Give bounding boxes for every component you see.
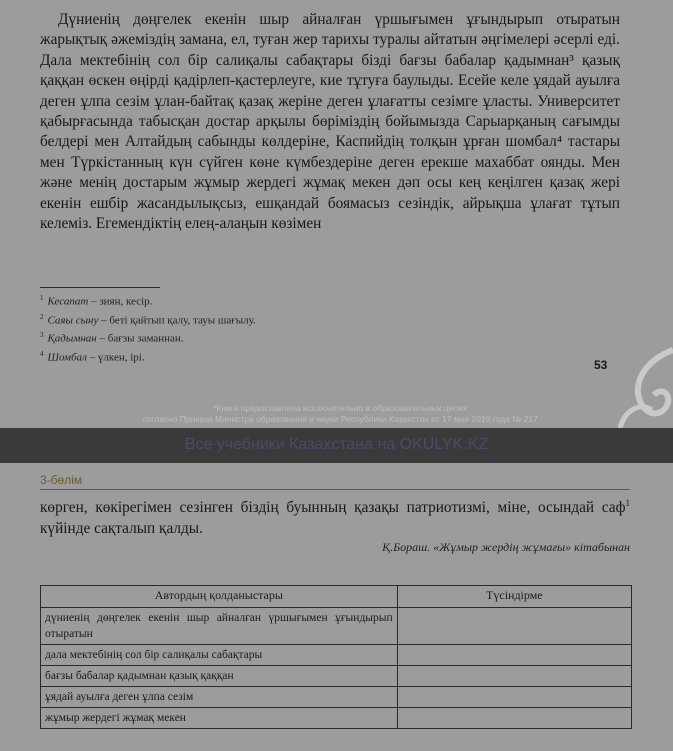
usage-cell: дүниенің дөңгелек екенін шыр айналған үршығымен ұғындырып отыратын: [41, 608, 398, 645]
explanation-cell[interactable]: [397, 608, 631, 645]
section-divider: [40, 489, 630, 490]
table-row: [41, 708, 632, 729]
usage-cell: жұмыр жердегі жұмақ мекен: [41, 708, 398, 729]
watermark: [40, 403, 640, 425]
section-label: 3-бөлім: [40, 473, 83, 487]
watermark-line-1: *Книга предоставлена исключительно в образовательных целях: [213, 403, 467, 413]
watermark-line-2: согласно Приказа Министра образования и науки Республики Казахстан от 17 мая 2019 года № 217: [142, 414, 538, 424]
footnote-4: $^4$ Шомбал – үлкен, ірі.: [40, 349, 145, 364]
usage-cell: дала мектебінің сол бір салиқалы сабақтары: [41, 645, 398, 666]
explanation-cell[interactable]: [397, 708, 631, 729]
header-explanation: Түсіндірме: [397, 586, 631, 608]
table-row: [41, 687, 632, 708]
table-header-row: [41, 586, 632, 608]
usage-cell: бағзы бабалар қадымнан қазық қаққан: [41, 666, 398, 687]
footnotes: [40, 291, 440, 366]
usage-cell: ұядай ауылға деген ұлпа сезім: [41, 687, 398, 708]
explanation-cell[interactable]: [397, 645, 631, 666]
footnote-1: $^1$ Кесапат – зиян, кесір.: [40, 294, 153, 308]
explanation-cell[interactable]: [397, 687, 631, 708]
continuation-paragraph: көрген, көкірегімен сезінген біздің буынның қазақы патриотизмі, міне, осындай саф$^1$ күйінде сақталып қалды.: [40, 498, 630, 538]
footnote-3: $^3$ Қадымнан – бағзы заманнан.: [40, 331, 184, 345]
usage-table: [40, 585, 632, 729]
footnote-2: $^2$ Саяы сыну – беті қайтып қалу, тауы шағылу.: [40, 312, 256, 327]
source-citation: Қ.Бораш. «Жұмыр жердің жұмағы» кітабынан: [382, 540, 630, 554]
table-row: [41, 645, 632, 666]
main-paragraph: [40, 10, 620, 234]
main-paragraph-text: Дүниенің дөңгелек екенін шыр айналған үршығымен ұғындырып отыратын жарықтық әжемiздiң замана, ел, туған жер тарихы туралы айтатын әңгімелері әсерлі еді. Дала мектебінің сол бір салиқалы сабақтары бізді бағзы бабалар қадымнан³ қазық қаққан өскен өңірді қадірлеп-қастерлеуге, кие тұтуға баулыды. Есейе келе ұядай ауылға деген ұлпа сезім ұлан-байтақ қазақ жеріне деген ұлағатты сезімге ұласты. Университет қабырғасында табысқан достар арқылы бөрімiздiң бойымызда Сарыарқаның сағымды белдері мен Алтайдың сабынды көлдеріне, Каспийдің толқын ұрған шомбал⁴ тастары мен Түркістанның күн сүйген көне күмбездеріне деген ерекше махаббат оянды. Мен және менің достарым жұмыр жердегі жұмақ мекен дәп осы кең кеңілген қазақ жері екенін ешбір жасандылықсыз, ешқандай боямасыз сезіндік, айрықша ұлағат тұтып келеміз. Егемендіктің елең-алаңын көзімен: [40, 11, 620, 233]
header-author-usage: Автордың қолданыстары: [41, 586, 398, 608]
explanation-cell[interactable]: [397, 666, 631, 687]
table-row: [41, 608, 632, 645]
table-row: [41, 666, 632, 687]
site-banner: Все учебники Казахстана на OKULYK.KZ: [184, 436, 489, 453]
page-number: 53: [594, 358, 608, 372]
footnote-divider: [40, 287, 160, 288]
